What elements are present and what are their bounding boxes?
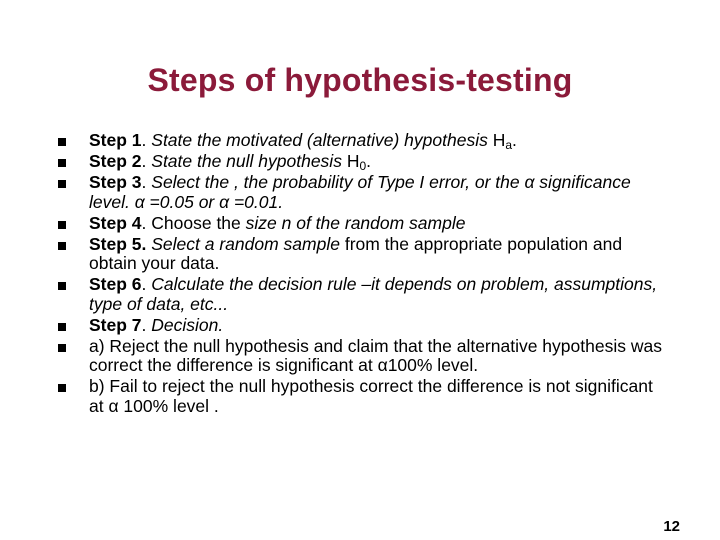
step-label: Step 4 [89, 212, 142, 233]
step-text-plain: Choose the [146, 212, 246, 233]
step-text: State the motivated (alternative) hypothesis [146, 130, 493, 150]
step-label: Step 6 [89, 274, 142, 294]
hypothesis-subscript: a [505, 138, 513, 152]
step-text-italic: size n of the random sample [245, 212, 466, 233]
list-item-step-6 [58, 275, 668, 314]
square-bullet-icon [58, 323, 66, 331]
step-label-suffix: . [141, 274, 147, 294]
step-label: Step 3 [89, 172, 142, 192]
option-text: b) Fail to reject the null hypothesis correct the difference is not significant at α 100% level . [89, 376, 653, 416]
hypothesis-symbol: H [492, 130, 506, 150]
step-label: Step 5. [89, 233, 147, 254]
step-label-suffix: . [141, 314, 147, 335]
bullet-list [58, 131, 668, 418]
square-bullet-icon [58, 138, 66, 146]
step-text: State the null hypothesis [146, 151, 347, 171]
list-item-step-2 [58, 152, 668, 172]
step-text-plain: from the appropriate population and obtain your data. [89, 233, 623, 273]
step-text: Select the , the probability of Type I error, or the α significance level. α =0.05 or α =0.01. [89, 172, 631, 212]
list-item-step-1 [58, 131, 668, 151]
step-end: . [366, 151, 372, 171]
list-item-option-b [58, 377, 668, 416]
step-label-suffix: . [141, 212, 147, 233]
page-number: 12 [663, 518, 680, 535]
option-text: a) Reject the null hypothesis and claim that the alternative hypothesis was correct the difference is significant at α100% level. [89, 335, 662, 375]
list-item-option-a [58, 337, 668, 376]
list-item-step-4 [58, 214, 668, 234]
step-text: Calculate the decision rule –it depends on problem, assumptions, type of data, etc... [89, 274, 658, 314]
square-bullet-icon [58, 282, 66, 290]
step-label: Step 1 [89, 130, 142, 150]
list-item-step-3 [58, 173, 668, 212]
step-label-suffix: . [141, 172, 147, 192]
step-label: Step 7 [89, 314, 142, 335]
step-end: . [512, 130, 517, 150]
square-bullet-icon [58, 180, 66, 188]
hypothesis-symbol: H [346, 151, 360, 171]
square-bullet-icon [58, 384, 66, 392]
square-bullet-icon [58, 159, 66, 167]
square-bullet-icon [58, 221, 66, 229]
list-item-step-7 [58, 316, 668, 336]
list-item-step-5 [58, 235, 668, 274]
step-label-suffix: . [141, 130, 147, 150]
step-label: Step 2 [89, 151, 142, 171]
step-label-suffix: . [141, 151, 147, 171]
step-text: Decision. [146, 314, 224, 335]
square-bullet-icon [58, 344, 66, 352]
hypothesis-subscript: 0 [359, 159, 367, 173]
step-text-italic: Select a random sample [146, 233, 340, 254]
slide-title: Steps of hypothesis-testing [147, 62, 573, 98]
square-bullet-icon [58, 242, 66, 250]
